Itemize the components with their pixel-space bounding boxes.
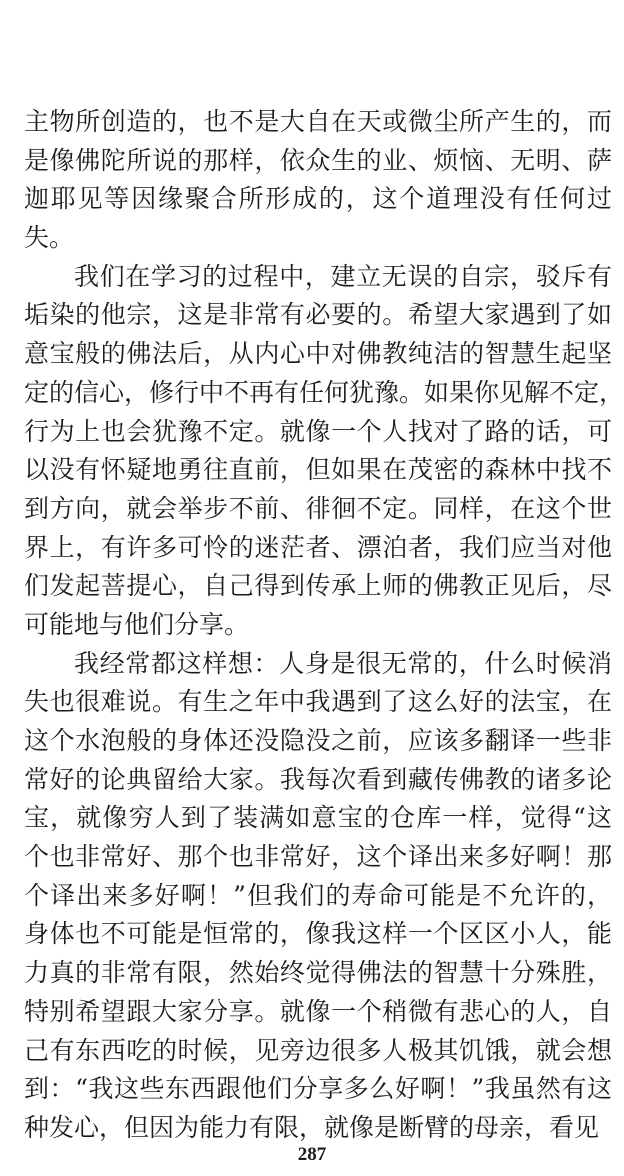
text-line: 我经常都这样想：人身是很无常的，什么时候消 — [74, 648, 612, 678]
text-line: 以没有怀疑地勇往直前，但如果在茂密的森林中找不 — [24, 455, 612, 485]
text-line: 个也非常好、那个也非常好，这个译出来多好啊！那 — [24, 842, 612, 872]
text-line: 行为上也会犹豫不定。就像一个人找对了路的话，可 — [24, 416, 612, 446]
text-line: 种发心，但因为能力有限，就像是断臂的母亲，看见 — [24, 1112, 600, 1142]
text-line: 界上，有许多可怜的迷茫者、漂泊者，我们应当对他 — [24, 532, 612, 562]
text-line: 这个水泡般的身体还没隐没之前，应该多翻译一些非 — [24, 726, 612, 755]
text-line: 失。 — [24, 223, 75, 253]
text-line: 到方向，就会举步不前、徘徊不定。同样，在这个世 — [24, 493, 612, 523]
text-line: 我们在学习的过程中，建立无误的自宗，驳斥有 — [74, 261, 612, 291]
text-line: 特别希望跟大家分享。就像一个稍微有悲心的人，自 — [24, 996, 612, 1026]
text-line: 是像佛陀所说的那样，依众生的业、烦恼、无明、萨 — [24, 145, 612, 175]
text-line: 迦耶见等因缘聚合所形成的，这个道理没有任何过 — [24, 184, 612, 214]
text-line: 可能地与他们分享。 — [24, 609, 250, 639]
text-line: 力真的非常有限，然始终觉得佛法的智慧十分殊胜， — [24, 958, 612, 988]
text-line: 宝，就像穷人到了装满如意宝的仓库一样，觉得“这 — [24, 803, 612, 833]
text-line: 到：“我这些东西跟他们分享多么好啊！”我虽然有这 — [24, 1074, 612, 1104]
text-line: 常好的论典留给大家。我每次看到藏传佛教的诸多论 — [24, 764, 612, 794]
text-line: 意宝般的佛法后，从内心中对佛教纯洁的智慧生起坚 — [24, 339, 612, 369]
text-line: 个译出来多好啊！”但我们的寿命可能是不允许的， — [24, 880, 612, 910]
page-number: 287 — [297, 1144, 327, 1165]
text-line: 垢染的他宗，这是非常有必要的。希望大家遇到了如 — [24, 300, 612, 330]
body-text — [24, 103, 624, 1148]
text-line: 定的信心，修行中不再有任何犹豫。如果你见解不定， — [24, 377, 624, 407]
text-line: 失也很难说。有生之年中我遇到了这么好的法宝，在 — [24, 687, 612, 717]
text-line: 主物所创造的，也不是大自在天或微尘所产生的，而 — [24, 107, 612, 136]
text-line: 己有东西吃的时候，见旁边很多人极其饥饿，就会想 — [24, 1035, 612, 1065]
text-line: 身体也不可能是恒常的，像我这样一个区区小人，能 — [24, 919, 612, 949]
text-line: 们发起菩提心，自己得到传承上师的佛教正见后，尽 — [24, 571, 612, 601]
